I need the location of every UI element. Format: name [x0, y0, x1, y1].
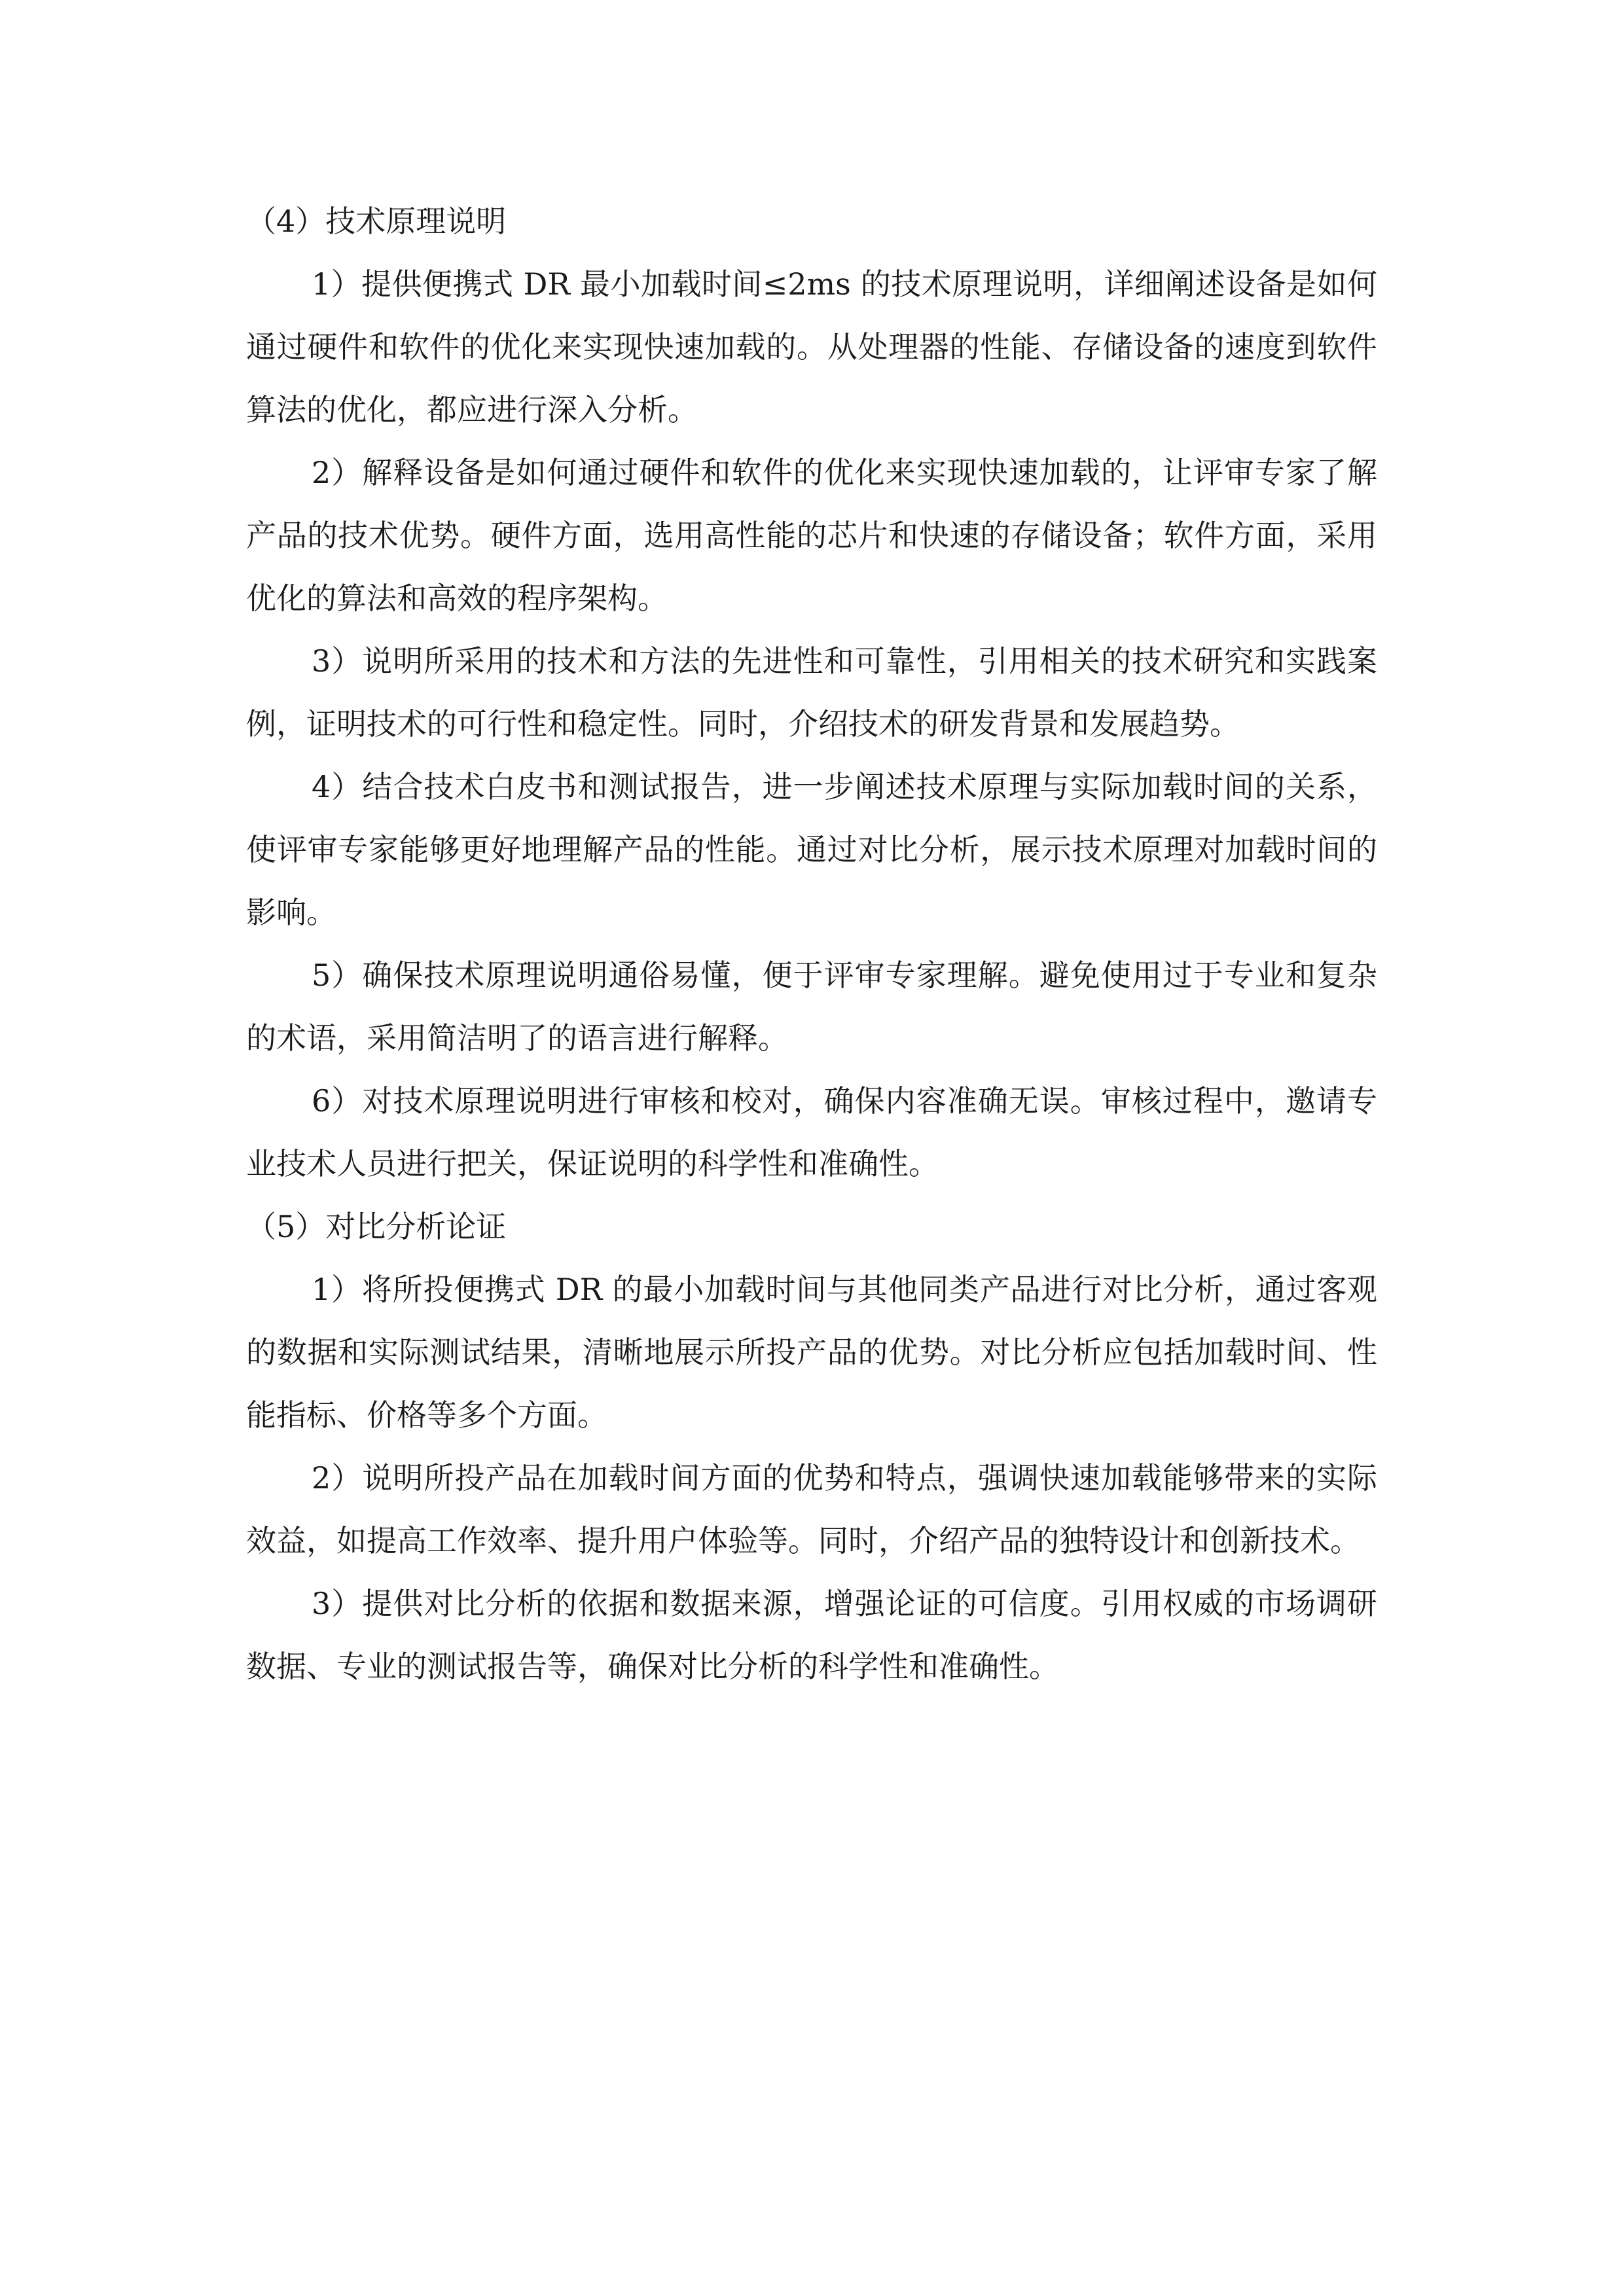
paragraph-4-1: 1）提供便携式 DR 最小加载时间≤2ms 的技术原理说明，详细阐述设备是如何通过硬件和软件的优化来实现快速加载的。从处理器的性能、存储设备的速度到软件算法的优化，都应进行深入分析。 — [246, 266, 1377, 427]
paragraph-4-3: 3）说明所采用的技术和方法的先进性和可靠性，引用相关的技术研究和实践案例，证明技术的可行性和稳定性。同时，介绍技术的研发背景和发展趋势。 — [246, 643, 1377, 742]
section-heading-4: （4）技术原理说明 — [246, 204, 507, 239]
paragraph-5-2: 2）说明所投产品在加载时间方面的优势和特点，强调快速加载能够带来的实际效益，如提高工作效率、提升用户体验等。同时，介绍产品的独特设计和创新技术。 — [246, 1460, 1377, 1558]
paragraph-5-3: 3）提供对比分析的依据和数据来源，增强论证的可信度。引用权威的市场调研数据、专业的测试报告等，确保对比分析的科学性和准确性。 — [246, 1586, 1377, 1684]
paragraph-4-6: 6）对技术原理说明进行审核和校对，确保内容准确无误。审核过程中，邀请专业技术人员进行把关，保证说明的科学性和准确性。 — [246, 1083, 1377, 1181]
document-body — [246, 190, 1377, 1698]
paragraph-5-1: 1）将所投便携式 DR 的最小加载时间与其他同类产品进行对比分析，通过客观的数据和实际测试结果，清晰地展示所投产品的优势。对比分析应包括加载时间、性能指标、价格等多个方面。 — [246, 1272, 1377, 1433]
section-heading-5: （5）对比分析论证 — [246, 1209, 507, 1244]
paragraph-4-2: 2）解释设备是如何通过硬件和软件的优化来实现快速加载的，让评审专家了解产品的技术优势。硬件方面，选用高性能的芯片和快速的存储设备；软件方面，采用优化的算法和高效的程序架构。 — [246, 455, 1377, 616]
paragraph-4-4: 4）结合技术白皮书和测试报告，进一步阐述技术原理与实际加载时间的关系，使评审专家能够更好地理解产品的性能。通过对比分析，展示技术原理对加载时间的影响。 — [246, 769, 1377, 930]
paragraph-4-5: 5）确保技术原理说明通俗易懂，便于评审专家理解。避免使用过于专业和复杂的术语，采用简洁明了的语言进行解释。 — [246, 958, 1377, 1056]
